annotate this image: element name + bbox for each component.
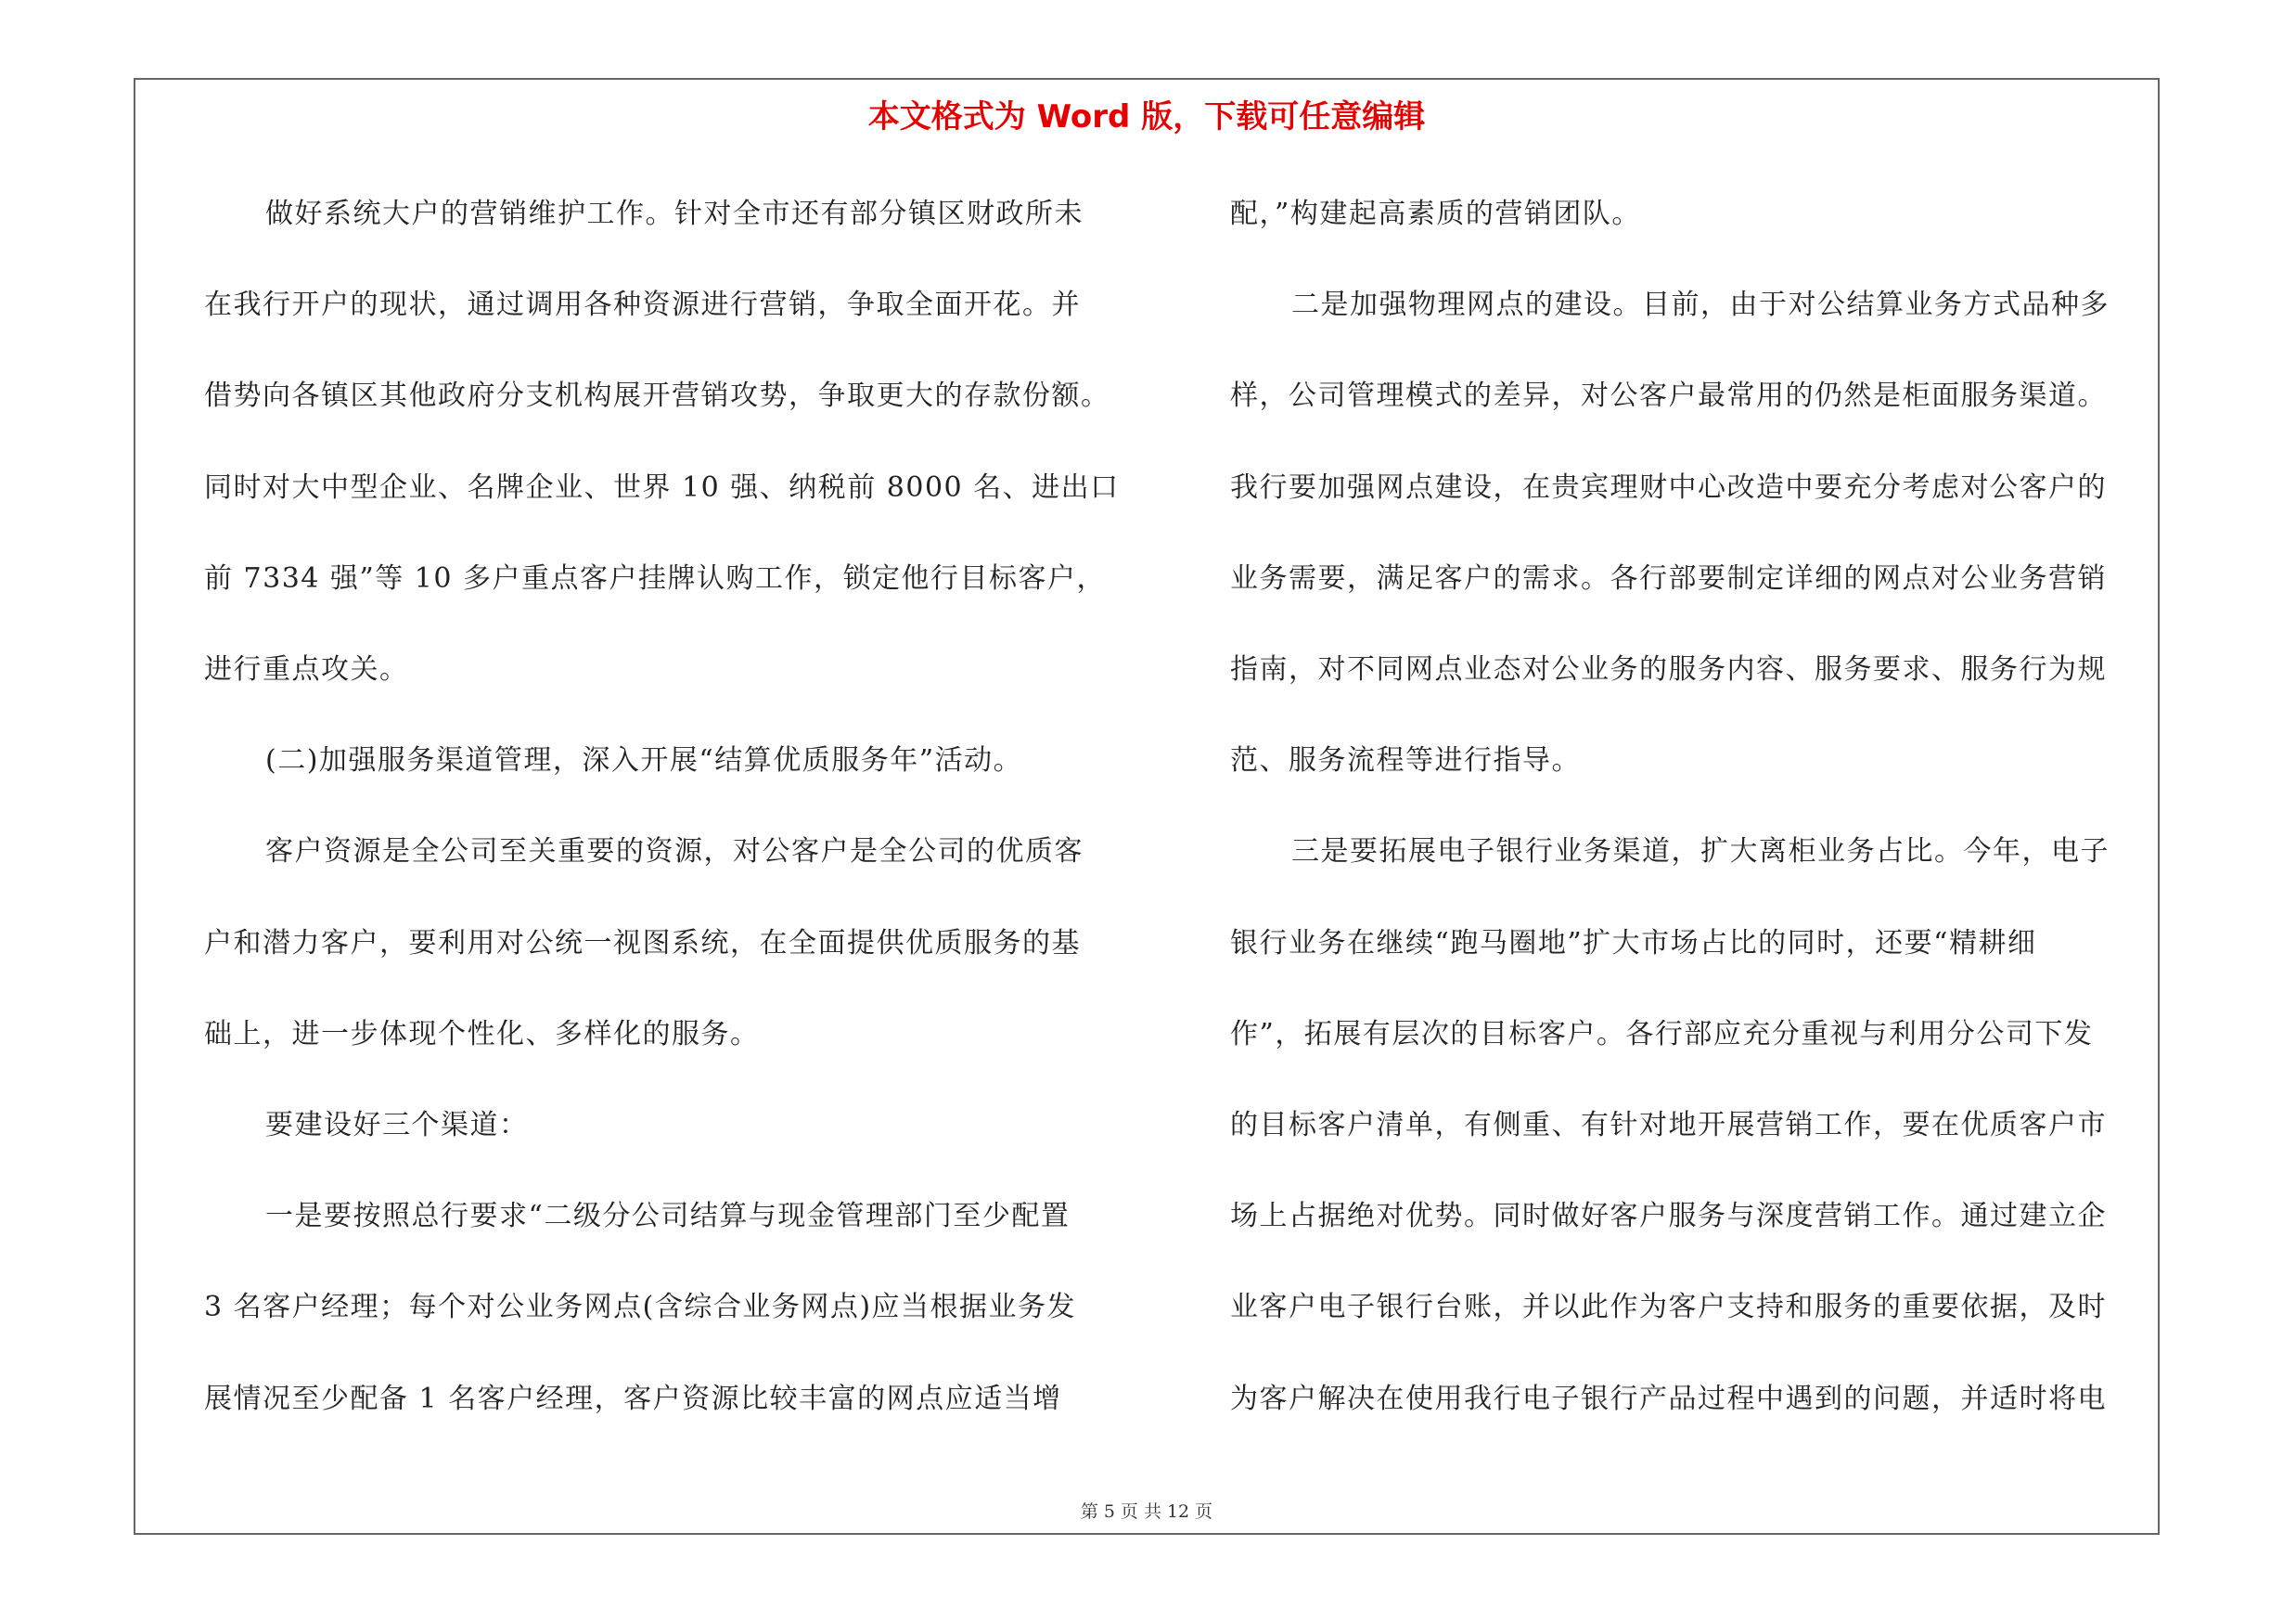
paragraph-line: 3 名客户经理；每个对公业务网点(含综合业务网点)应当根据业务发 — [204, 1291, 1077, 1324]
paragraph-line: 进行重点攻关。 — [204, 653, 409, 687]
footer-middle: 页 共 — [1120, 1501, 1161, 1522]
paragraph-line: 的目标客户清单，有侧重、有针对地开展营销工作，要在优质客户市 — [1230, 1109, 2107, 1142]
paragraph-line: 一是要按照总行要求“二级分公司结算与现金管理部门至少配置 — [265, 1200, 1071, 1233]
paragraph-line: 场上占据绝对优势。同时做好客户服务与深度营销工作。通过建立企 — [1230, 1200, 2107, 1233]
paragraph-line: 样，公司管理模式的差异，对公客户最常用的仍然是柜面服务渠道。 — [1230, 380, 2107, 413]
paragraph-line: 为客户解决在使用我行电子银行产品过程中遇到的问题，并适时将电 — [1230, 1382, 2107, 1415]
paragraph-line: 二是加强物理网点的建设。目前，由于对公结算业务方式品种多 — [1291, 289, 2110, 322]
paragraph-line: 三是要拓展电子银行业务渠道，扩大离柜业务占比。今年，电子 — [1291, 835, 2110, 869]
paragraph-line: 指南，对不同网点业态对公业务的服务内容、服务要求、服务行为规 — [1230, 653, 2107, 687]
paragraph-line: 我行要加强网点建设，在贵宾理财中心改造中要充分考虑对公客户的 — [1230, 470, 2107, 504]
paragraph-line: 客户资源是全公司至关重要的资源，对公客户是全公司的优质客 — [265, 835, 1084, 869]
current-page-number: 5 — [1103, 1501, 1115, 1522]
paragraph-line: 户和潜力客户，要利用对公统一视图系统，在全面提供优质服务的基 — [204, 926, 1081, 960]
paragraph-line: 前 7334 强”等 10 多户重点客户挂牌认购工作，锁定他行目标客户， — [204, 561, 1107, 595]
format-notice-banner: 本文格式为 Word 版，下载可任意编辑 — [867, 98, 1426, 135]
paragraph-line: 配，”构建起高素质的营销团队。 — [1230, 198, 1641, 230]
footer-suffix: 页 — [1195, 1501, 1213, 1522]
paragraph-line: 做好系统大户的营销维护工作。针对全市还有部分镇区财政所未 — [265, 198, 1084, 230]
paragraph-line: 银行业务在继续“跑马圈地”扩大市场占比的同时，还要“精耕细 — [1230, 926, 2037, 960]
paragraph-line: 借势向各镇区其他政府分支机构展开营销攻势，争取更大的存款份额。 — [204, 380, 1110, 413]
paragraph-line: 展情况至少配备 1 名客户经理，客户资源比较丰富的网点应适当增 — [204, 1382, 1062, 1415]
paragraph-line: 作”，拓展有层次的目标客户。各行部应充分重视与利用分公司下发 — [1230, 1017, 2094, 1050]
left-text-column — [204, 169, 1132, 1445]
paragraph-line: 业客户电子银行台账，并以此作为客户支持和服务的重要依据，及时 — [1230, 1291, 2107, 1324]
paragraph-line: 业务需要，满足客户的需求。各行部要制定详细的网点对公业务营销 — [1230, 561, 2107, 595]
section-heading: (二)加强服务渠道管理，深入开展“结算优质服务年”活动。 — [265, 744, 1023, 778]
paragraph-line: 在我行开户的现状，通过调用各种资源进行营销，争取全面开花。并 — [204, 289, 1081, 322]
paragraph-line: 础上，进一步体现个性化、多样化的服务。 — [204, 1017, 760, 1050]
total-page-count: 12 — [1166, 1501, 1190, 1522]
page-number-footer — [135, 1498, 2158, 1523]
right-text-column — [1230, 169, 2158, 1445]
footer-prefix: 第 — [1080, 1501, 1098, 1522]
paragraph-line: 要建设好三个渠道： — [265, 1109, 529, 1142]
paragraph-line: 同时对大中型企业、名牌企业、世界 10 强、纳税前 8000 名、进出口 — [204, 470, 1120, 504]
paragraph-line: 范、服务流程等进行指导。 — [1230, 744, 1581, 778]
document-page — [134, 78, 2160, 1535]
